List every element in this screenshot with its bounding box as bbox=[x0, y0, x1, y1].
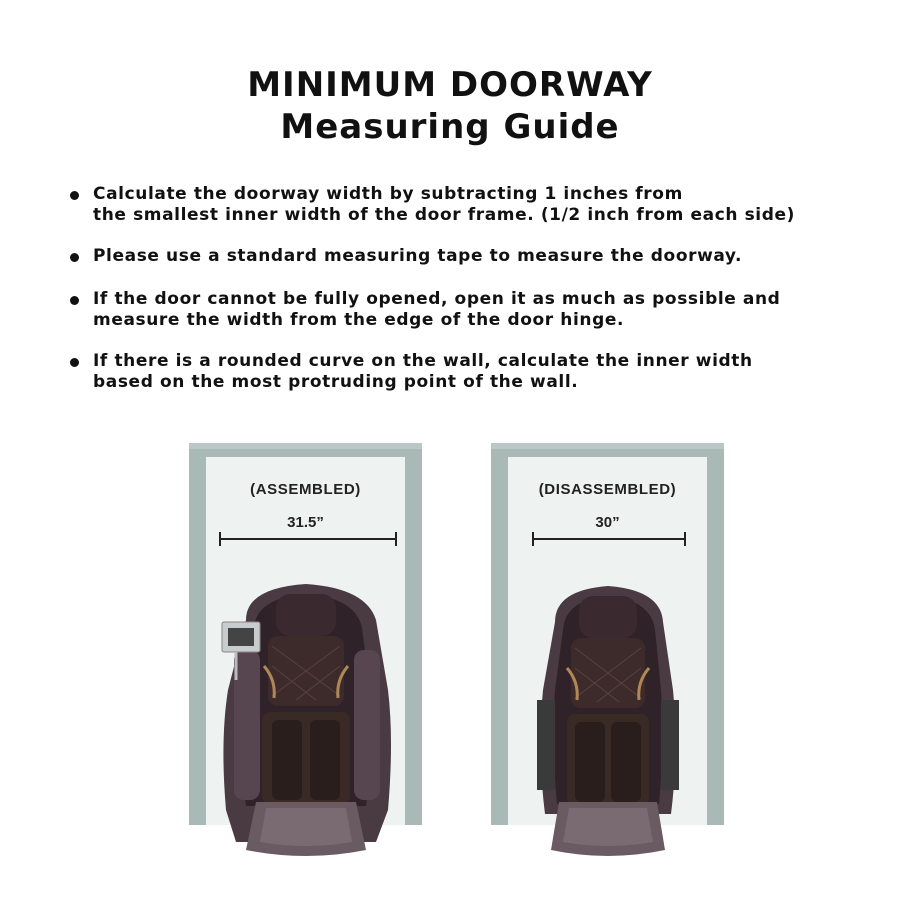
instruction-line: based on the most protruding point of the wall. bbox=[93, 372, 579, 392]
massage-chair-assembled-image bbox=[216, 580, 396, 860]
instruction-item bbox=[70, 246, 830, 267]
door-width-value: 31.5” bbox=[287, 514, 324, 531]
instruction-item bbox=[70, 289, 830, 331]
page-title bbox=[0, 64, 900, 148]
bullet-icon bbox=[70, 253, 79, 262]
door-label: (ASSEMBLED) bbox=[250, 481, 361, 498]
instruction-line: the smallest inner width of the door frame. (1/2 inch from each side) bbox=[93, 205, 796, 225]
door-width-value: 30” bbox=[595, 514, 620, 531]
door-label: (DISASSEMBLED) bbox=[538, 481, 677, 498]
instruction-line: If the door cannot be fully opened, open it as much as possible and bbox=[93, 289, 781, 309]
instruction-line: measure the width from the edge of the door hinge. bbox=[93, 310, 625, 330]
title-line-2: Measuring Guide bbox=[280, 107, 620, 147]
instruction-line: If there is a rounded curve on the wall, calculate the inner width bbox=[93, 351, 753, 371]
instruction-item bbox=[70, 184, 830, 226]
bullet-icon bbox=[70, 358, 79, 367]
instruction-line: Calculate the doorway width by subtracting 1 inches from bbox=[93, 184, 683, 204]
bullet-icon bbox=[70, 191, 79, 200]
instruction-line: Please use a standard measuring tape to measure the doorway. bbox=[93, 246, 743, 266]
massage-chair-disassembled-image bbox=[533, 580, 683, 860]
instruction-item bbox=[70, 351, 830, 393]
instruction-list bbox=[70, 184, 830, 413]
title-line-1: MINIMUM DOORWAY bbox=[247, 65, 653, 105]
bullet-icon bbox=[70, 296, 79, 305]
